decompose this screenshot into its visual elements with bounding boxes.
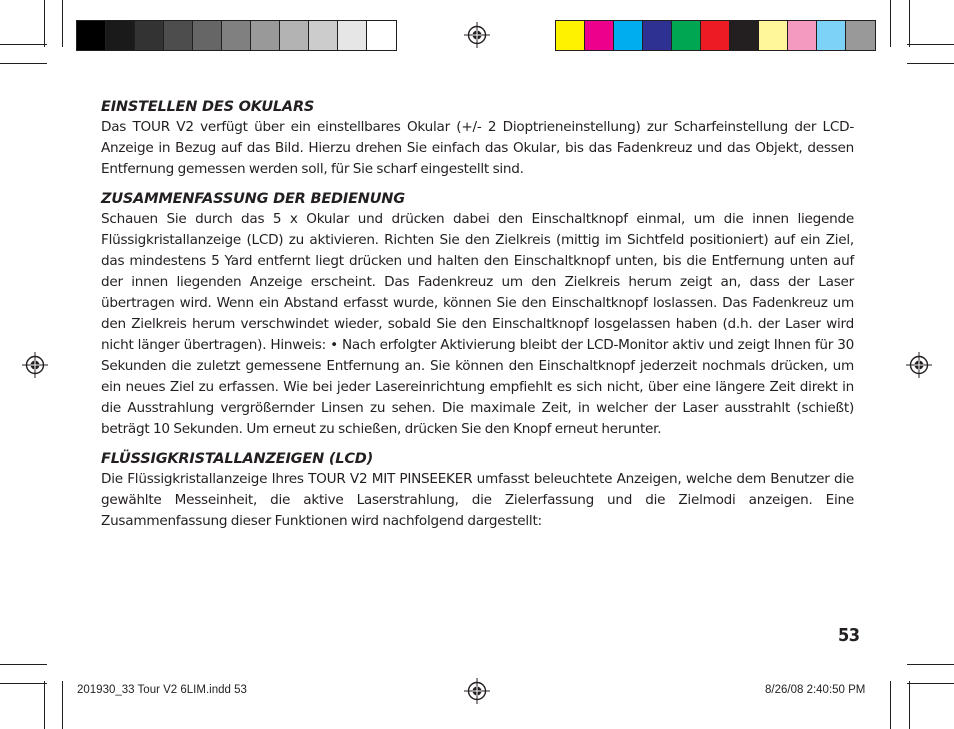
section-heading-operation-summary: ZUSAMMENFASSUNG DER BEDIENUNG <box>101 191 405 207</box>
crop-mark <box>0 44 47 45</box>
crop-mark <box>0 664 47 665</box>
color-swatch <box>367 21 396 50</box>
section-body-lcd: Die Flüssigkristallanzeige Ihres TOUR V2 MIT PINSEEKER umfasst beleuchtete Anzeigen, welche dem Benutzer die gewählte Messeinheit, die aktive Laserstrahlung, die Zielerfassung und die Zielmodi anzeigen. Eine Zusammenfassung dieser Funktionen wird nachfolgend dargestellt: <box>101 471 854 529</box>
section-heading-eyepiece: EINSTELLEN DES OKULARS <box>101 99 315 115</box>
grayscale-bar <box>76 20 397 51</box>
color-swatch <box>672 21 701 50</box>
crop-mark <box>44 681 45 729</box>
color-swatch <box>817 21 846 50</box>
color-swatch <box>106 21 135 50</box>
color-swatch <box>730 21 759 50</box>
crop-mark <box>44 0 45 47</box>
crop-mark <box>907 63 954 64</box>
slug-timestamp: 8/26/08 2:40:50 PM <box>765 684 866 696</box>
slug-filename: 201930_33 Tour V2 6LIM.indd 53 <box>77 684 247 696</box>
color-swatch <box>614 21 643 50</box>
color-swatch <box>77 21 106 50</box>
crop-mark <box>907 683 954 684</box>
color-swatch <box>309 21 338 50</box>
color-swatch <box>338 21 367 50</box>
color-swatch-bar <box>555 20 876 51</box>
registration-mark-icon <box>22 352 48 378</box>
registration-mark-icon <box>464 22 490 48</box>
color-swatch <box>846 21 875 50</box>
crop-mark <box>890 681 891 729</box>
registration-mark-icon <box>464 678 490 704</box>
registration-mark-icon <box>906 352 932 378</box>
crop-mark <box>909 0 910 47</box>
section-body-eyepiece: Das TOUR V2 verfügt über ein einstellbares Okular (+/- 2 Dioptrieneinstellung) zur Scharfeinstellung der LCD-Anzeige in Bezug auf das Bild. Hierzu drehen Sie einfach das Okular, bis das Fadenkreuz und das Objekt, dessen Entfernung gemessen werden soll, für Sie scharf eingestellt sind. <box>101 119 854 177</box>
color-swatch <box>701 21 730 50</box>
color-swatch <box>222 21 251 50</box>
color-swatch <box>280 21 309 50</box>
crop-mark <box>62 0 63 47</box>
color-swatch <box>788 21 817 50</box>
color-swatch <box>643 21 672 50</box>
color-swatch <box>759 21 788 50</box>
color-swatch <box>251 21 280 50</box>
section-heading-lcd: FLÜSSIGKRISTALLANZEIGEN (LCD) <box>101 451 374 467</box>
page-content <box>101 97 854 532</box>
color-swatch <box>585 21 614 50</box>
color-swatch <box>556 21 585 50</box>
color-swatch <box>135 21 164 50</box>
section-body-operation-summary: Schauen Sie durch das 5 x Okular und drücken dabei den Einschaltknopf einmal, um die innen liegende Flüssigkristallanzeige (LCD) zu aktivieren. Richten Sie den Zielkreis (mittig im Sichtfeld positioniert) auf ein Ziel, das mindestens 5 Yard entfernt liegt drücken und halten den Einschaltknopf unten, bis die Entfernung unten auf der innen liegenden Anzeige erscheint. Das Fadenkreuz um den Zielkreis herum zeigt an, dass der Laser übertragen wird. Wenn ein Abstand erfasst wurde, können Sie den Einschaltknopf loslassen. Das Fadenkreuz um den Zielkreis herum verschwindet wieder, sobald Sie den Einschaltknopf losgelassen haben (d.h. der Laser wird nicht länger übertragen). Hinweis: • Nach erfolgter Aktivierung bleibt der LCD-Monitor aktiv und zeigt Ihnen für 30 Sekunden die zuletzt gemessene Entfernung an. Sie können den Einschaltknopf jederzeit nochmals drücken, um ein neues Ziel zu erfassen. Wie bei jeder Lasereinrichtung empfiehlt es sich nicht, über eine längere Zeit direkt in die Ausstrahlung vergrößernder Linsen zu sehen. Die maximale Zeit, in welcher der Laser ausstrahlt (schießt) beträgt 10 Sekunden. Um erneut zu schießen, drücken Sie den Knopf erneut herunter. <box>101 211 854 437</box>
crop-mark <box>890 0 891 47</box>
color-swatch <box>164 21 193 50</box>
crop-mark <box>907 664 954 665</box>
crop-mark <box>909 681 910 729</box>
crop-mark <box>0 63 47 64</box>
crop-mark <box>0 683 47 684</box>
crop-mark <box>907 44 954 45</box>
crop-mark <box>62 681 63 729</box>
color-swatch <box>193 21 222 50</box>
page-number: 53 <box>838 625 860 646</box>
